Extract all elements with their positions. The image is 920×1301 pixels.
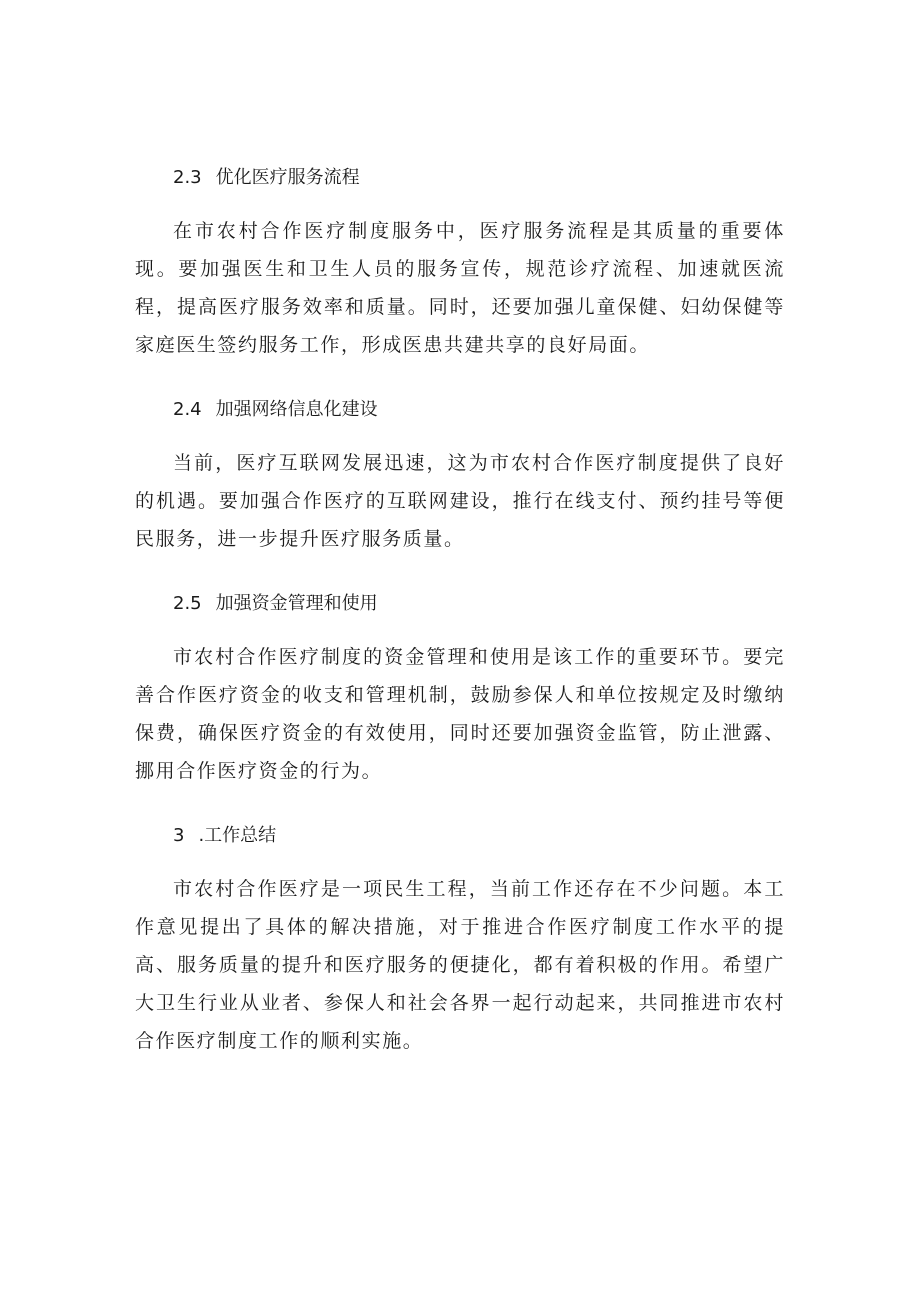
section-paragraph: 在市农村合作医疗制度服务中，医疗服务流程是其质量的重要体现。要加强医生和卫生人员的服务宣传，规范诊疗流程、加速就医流程，提高医疗服务效率和质量。同时，还要加强儿童保健、妇幼保健等家庭医生签约服务工作，形成医患共建共享的良好局面。 bbox=[135, 220, 785, 356]
section-paragraph: 当前，医疗互联网发展迅速，这为市农村合作医疗制度提供了良好的机遇。要加强合作医疗的互联网建设，推行在线支付、预约挂号等便民服务，进一步提升医疗服务质量。 bbox=[135, 452, 785, 550]
section-2-3 bbox=[135, 158, 785, 364]
section-paragraph: 市农村合作医疗是一项民生工程，当前工作还存在不少问题。本工作意见提出了具体的解决措施，对于推进合作医疗制度工作水平的提高、服务质量的提升和医疗服务的便捷化，都有着积极的作用。希望广大卫生行业从业者、参保人和社会各界一起行动起来，共同推进市农村合作医疗制度工作的顺利实施。 bbox=[135, 878, 785, 1052]
section-heading bbox=[135, 158, 785, 198]
section-number: 2.4 bbox=[173, 399, 202, 420]
section-paragraph: 市农村合作医疗制度的资金管理和使用是该工作的重要环节。要完善合作医疗资金的收支和管理机制，鼓励参保人和单位按规定及时缴纳保费，确保医疗资金的有效使用，同时还要加强资金监管，防止泄露、挪用合作医疗资金的行为。 bbox=[135, 646, 785, 782]
section-title: 加强网络信息化建设 bbox=[215, 399, 378, 420]
section-title: .工作总结 bbox=[198, 825, 277, 846]
section-title: 优化医疗服务流程 bbox=[215, 167, 360, 188]
section-number: 3 bbox=[173, 825, 185, 846]
section-2-5 bbox=[135, 584, 785, 790]
section-heading bbox=[135, 390, 785, 430]
section-number: 2.5 bbox=[173, 593, 202, 614]
section-3 bbox=[135, 816, 785, 1060]
section-heading bbox=[135, 584, 785, 624]
section-2-4 bbox=[135, 390, 785, 558]
section-heading bbox=[135, 816, 785, 856]
section-title: 加强资金管理和使用 bbox=[215, 593, 378, 614]
section-number: 2.3 bbox=[173, 167, 202, 188]
document-content bbox=[135, 158, 785, 1086]
